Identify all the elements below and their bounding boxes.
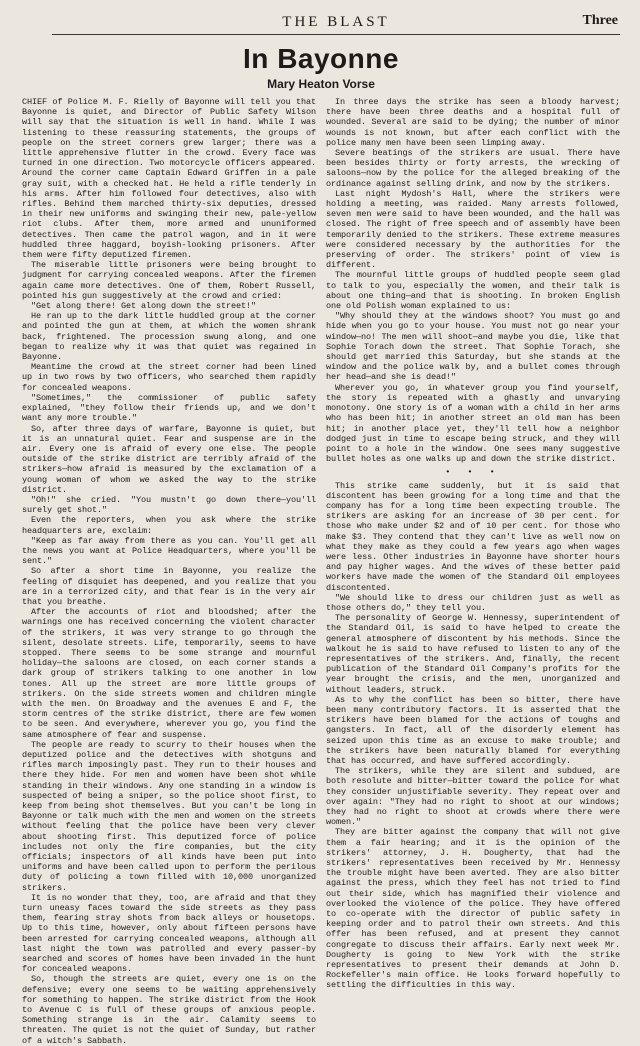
paragraph: Wherever you go, in whatever group you find yourself, the story is repeated with a ghastly and unvarying monotony. One story is of a woman with a child in her arms who has been hit; in another street an old man has been hit; in another place yet, they'll tell how a neighbor dodged just in time to escape being struck, and they will point to a hole in the window. One sees many suggestive bullet holes as one walks up and down the strike district. [326, 382, 620, 465]
paragraph: Even the reporters, when you ask where the strike headquarters are, exclaim: [22, 515, 316, 536]
paragraph: The personality of George W. Hennessy, superintendent of the Standard Oil, is said to have helped to create the general atmosphere of discontent by his methods. Since the walkout he is said to have refused to listen to any of the representatives of the strikers. And, finally, the recent publication of the Standard Oil Company's profits for the year brought the crisis, and the men, unorganized and without leaders, struck. [326, 613, 620, 695]
paragraph: It is no wonder that they, too, are afraid and that they turn uneasy faces toward the side streets as they pass them, fearing stray shots from back alleys or housetops. Up to this time, however, only about fifteen persons have been arrested for carrying concealed weapons, although all last night the town was patrolled and every passer-by searched and scores of homes have been invaded in the hunt for concealed weapons. [22, 892, 316, 975]
paragraph: CHIEF of Police M. F. Rielly of Bayonne will tell you that Bayonne is quiet, and Director of Public Safety Wilson will say that the situation is well in hand. While I was listening to these reassuring statements, the groups of people on the street corners grew larger; there was a little apprehensive flutter in the crowd. Every face was turned in one direction. Two motorcycle officers appeared. Around the corner came Captain Edward Griffen in a pale gray suit, with a checked hat. He held a rifle tenderly in his arms. After him followed four detectives, also with rifles. Behind them marched thirty-six deputies, dressed in their new uniforms and swinging their new, pale-yellow riot clubs. After them, more armed and ununiformed detectives. Then came the patrol wagon, and in it were huddled three haggard, boyish-looking prisoners. After them were fifty deputized firemen. [22, 97, 316, 261]
paragraph: "Get along there! Get along down the street!" [31, 301, 257, 312]
paragraph: They are bitter against the company that will not give them a fair hearing; and it is the opinion of the strikers' attorney, J. H. Dougherty, that had the strikers' representatives been received by Mr. Hennessy the trouble might have been averted. They are also bitter against the press, which they feel has not tried to find out their side, which has magnified their violence and overlooked the violence of the police. They have offered to co-operate with the director of public safety in keeping order and to patrol their own streets. And this offer has been refused, and at present they cannot congregate to discuss their affairs. Early next week Mr. Dougherty is going to New York with the strike representatives to present their demands at John D. Rockefeller's main office. He looks forward hopefully to settling the difficulties in this way. [326, 827, 620, 991]
article-byline: Mary Heaton Vorse [267, 77, 375, 91]
paragraph: Meantime the crowd at the street corner had been lined up in two rows by two officers, who searched them rapidly for concealed weapons. [22, 362, 316, 393]
paragraph: The people are ready to scurry to their houses when the deputized police and the detectives with shotguns and rifles march imposingly past. They run to their houses and there they hide. For men and women have been shot while standing in their windows. Any one standing in a window is suspected of being a sniper, so the police shoot first, to keep from being shot themselves. But you can't be long in Bayonne or talk much with the men and women on the streets without feeling that the police have been very clever about shooting first. This deputized force of police includes not only the fire companies, but the city officials; inspectors of all kinds have been put into uniforms and have been called upon to perform the perilous duty of policing a town filled with 10,000 unorganized strikers. [22, 739, 316, 893]
paragraph: As to why the conflict has been so bitter, there have been many contributory factors. It is asserted that the strikers have been blamed for the actions of toughs and gangsters. In fact, all of the disorderly element has seized upon this time as an excuse to make trouble; and the strikers have been naturally blamed for everything that has occurred, and have suffered accordingly. [326, 694, 620, 766]
page-number: Three [582, 13, 618, 28]
column-right [326, 97, 620, 1046]
paragraph: "Sometimes," the commissioner of public safety explained, "they follow their friends up, and we don't want any more trouble." [22, 392, 316, 424]
paragraph: The mournful little groups of huddled people seem glad to talk to you, especially the women, and their talk is about one thing—and that is shooting. In broken English one old Polish woman explained to us: [326, 270, 620, 312]
column-left [22, 97, 316, 1046]
paragraph: In three days the strike has seen a bloody harvest; there have been three deaths and a hospital full of wounded. Several are said to be dying; the number of minor wounds is not known, but after each conflict with the police many men have been seen limping away. [326, 97, 620, 148]
paragraph: The miserable little prisoners were being brought to judgment for carrying concealed weapons. After the firemen again came more detectives. One of them, Robert Russell, pointed his gun suggestively at the crowd and cried: [22, 260, 316, 301]
article-body [22, 97, 620, 1046]
paragraph: So, after three days of warfare, Bayonne is quiet, but it is an unnatural quiet. Fear and suspense are in the air. Every one is afraid of every one else. The people outside of the strike district are terribly afraid of the strikers—how afraid is measured by the exclamation of a young woman of whom we asked the way to the strike district. [22, 423, 316, 495]
paragraph: So after a short time in Bayonne, you realize the feeling of disquiet has deepened, and you realize that you are in a terrorized city, and that fear is in the very air that you breathe. [22, 566, 316, 607]
paragraph: After the accounts of riot and bloodshed; after the warnings one has received concerning the violent character of the strikers, it was very strange to go through the silent, desolate streets. Life, temporarily, seems to have stopped. There seems to be some strange and mournful holiday—the saloons are closed, on each corner stands a dark group of strikers talking to one another in low tones. All up the street are more little groups of strikers. On the side streets women and children mingle with the men. On Broadway and the avenues E and F, the storm centres of the strike district, there are few women to be seen. And everywhere, wherever you go, you find the same atmosphere of fear and suspense. [22, 607, 316, 740]
paragraph: "Keep as far away from there as you can. You'll get all the news you want at Police Headquarters, where you'll be sent." [22, 535, 316, 567]
paragraph: He ran up to the dark little huddled group at the corner and pointed the gun at them, at which the women shrank back, frightened. The procession swung along, and one began to realize why it was that quiet was regained in Bayonne. [22, 311, 316, 363]
masthead [52, 0, 620, 35]
paragraph: "Oh!" she cried. "You mustn't go down there—you'll surely get shot." [22, 494, 316, 516]
section-separator: • • • [445, 467, 501, 478]
paragraph: "We should like to dress our children just as well as those others do," they tell you. [326, 592, 620, 613]
paragraph: The strikers, while they are silent and subdued, are both resolute and bitter—bitter toward the police for what they consider unjustifiable severity. They repeat over and over again: "They had no right to shoot at our windows; they had no right to shoot at crowds where there were women." [326, 766, 620, 828]
paragraph: This strike came suddenly, but it is said that discontent has been growing for a long time and that the company has for a long time been expecting trouble. The strikers are asking for an increase of 30 per cent. for those who make under $2 and of 10 per cent. for those who make $3. They contend that they can't live as well now on what they make as they could a few years ago when wages were less. Other industries in Bayonne have shorter hours and pay higher wages. And the wives of these better paid workers have made the women of the Standard Oil employees discontented. [326, 480, 620, 593]
publication-title: THE BLAST [282, 14, 390, 30]
paragraph: So, though the streets are quiet, every one is on the defensive; every one seems to be waiting apprehensively for something to happen. The strike district from the Hook to Avenue C is full of these groups of anxious people. Something strange is in the air. Calamity seems to threaten. The quiet is not the quiet of Sunday, but rather of a witch's Sabbath. [22, 974, 316, 1046]
paragraph: Last night Mydosh's Hall, where the strikers were holding a meeting, was raided. Many arrests followed, seven men were said to have been wounded, and the hall was closed. The right of free speech and of assembly have been temporarily denied to the strikers. These extreme measures were considered necessary by the authorities for the preserving of order. The strikers' point of view is different. [326, 188, 620, 271]
paragraph: Severe beatings of the strikers are usual. There have been besides thirty or forty arrests, the wrecking of saloons—now by the police for the alleged breaking of the ordinance against selling drink, and now by the strikers. [326, 148, 620, 189]
article-headline: In Bayonne [243, 43, 399, 74]
paragraph: "Why should they at the windows shoot? You must go and hide when you go to your house. You must not go near your window—no! The men will shoot—and maybe you die, like that Sophie Torach down the street. That Sophie Torach, she should get married this Saturday, but she stands at the window and the police walk by, and a bullet comes through her head—and she is dead!" [326, 311, 620, 383]
